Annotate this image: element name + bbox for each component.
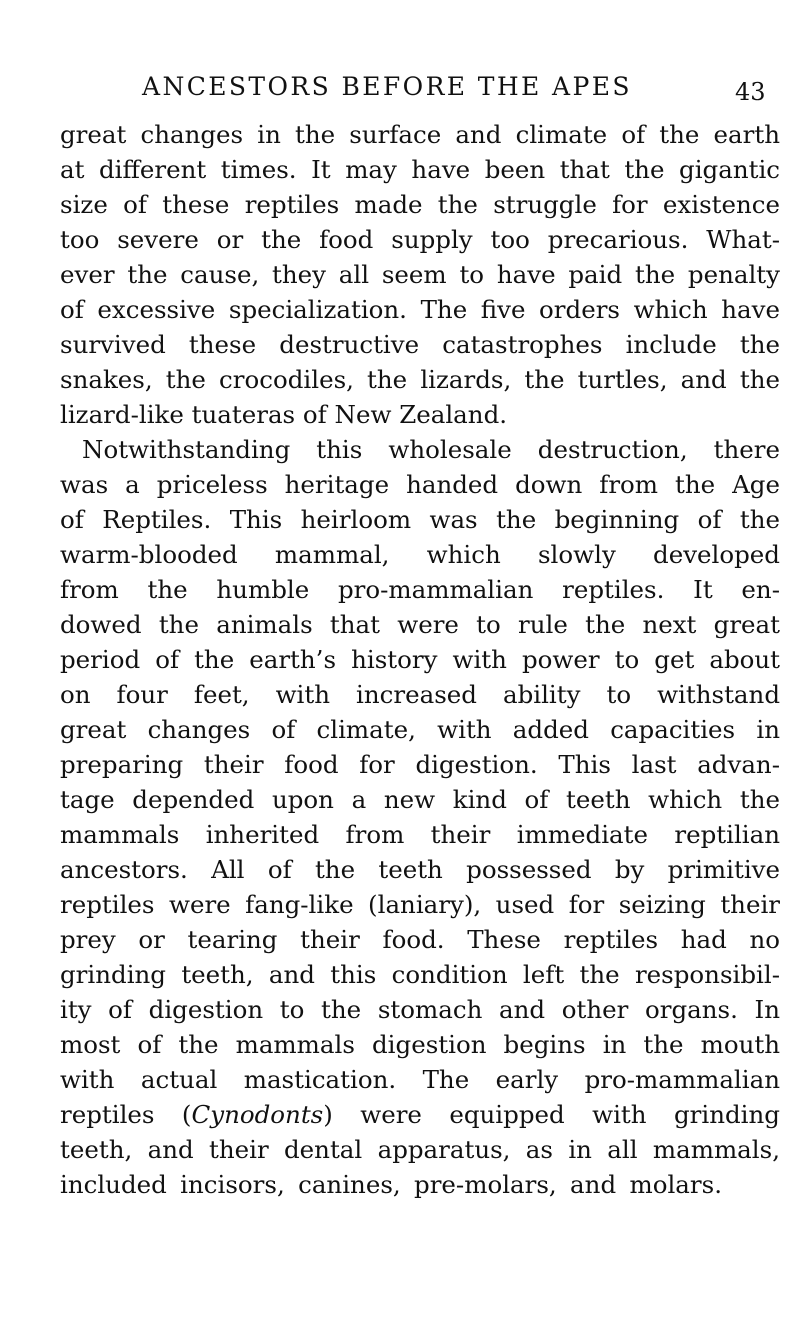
body-text [60,117,780,1202]
text-line: Notwithstanding this wholesale destruction, there [82,435,780,464]
text-line: ever the cause, they all seem to have paid the penalty [60,260,780,289]
text-line: reptiles were fang-like (laniary), used for seizing their [60,890,780,919]
text-line: great changes in the surface and climate of the earth [60,120,780,149]
text-line: of excessive specialization. The five orders which have [60,295,780,324]
text-line: was a priceless heritage handed down from the Age [60,470,780,499]
text-line: preparing their food for digestion. This last advan- [60,750,780,779]
running-head: ANCESTORS BEFORE THE APES [142,72,632,101]
text-fragment: reptiles ( [60,1100,192,1129]
text-line: at different times. It may have been that the gigantic [60,155,780,184]
text-line-with-italic [60,1097,780,1132]
text-line: from the humble pro-mammalian reptiles. It en- [60,575,780,604]
text-line: period of the earth’s history with power to get about [60,645,780,674]
text-line: great changes of climate, with added capacities in [60,715,780,744]
text-line: snakes, the crocodiles, the lizards, the turtles, and the [60,365,780,394]
text-line: size of these reptiles made the struggle for existence [60,190,780,219]
text-line: prey or tearing their food. These reptiles had no [60,925,780,954]
page-number: 43 [735,78,766,106]
text-line: too severe or the food supply too precarious. What- [60,225,780,254]
text-line: teeth, and their dental apparatus, as in all mammals, [60,1135,780,1164]
text-line: ancestors. All of the teeth possessed by primitive [60,855,780,884]
text-line: grinding teeth, and this condition left the responsibil- [60,960,780,989]
text-line: most of the mammals digestion begins in the mouth [60,1030,780,1059]
text-fragment: ) were equipped with grinding [323,1100,780,1129]
text-line: mammals inherited from their immediate reptilian [60,820,780,849]
text-line: survived these destructive catastrophes include the [60,330,780,359]
text-line: on four feet, with increased ability to withstand [60,680,780,709]
text-line: tage depended upon a new kind of teeth which the [60,785,780,814]
text-line: with actual mastication. The early pro-mammalian [60,1065,780,1094]
text-line: lizard-like tuateras of New Zealand. [60,400,508,429]
text-line: of Reptiles. This heirloom was the beginning of the [60,505,780,534]
text-line: included incisors, canines, pre-molars, and molars. [60,1170,722,1199]
text-line: dowed the animals that were to rule the next great [60,610,780,639]
text-line: warm-blooded mammal, which slowly developed [60,540,780,569]
italic-term: Cynodonts [191,1100,324,1129]
text-line: ity of digestion to the stomach and other organs. In [60,995,780,1024]
